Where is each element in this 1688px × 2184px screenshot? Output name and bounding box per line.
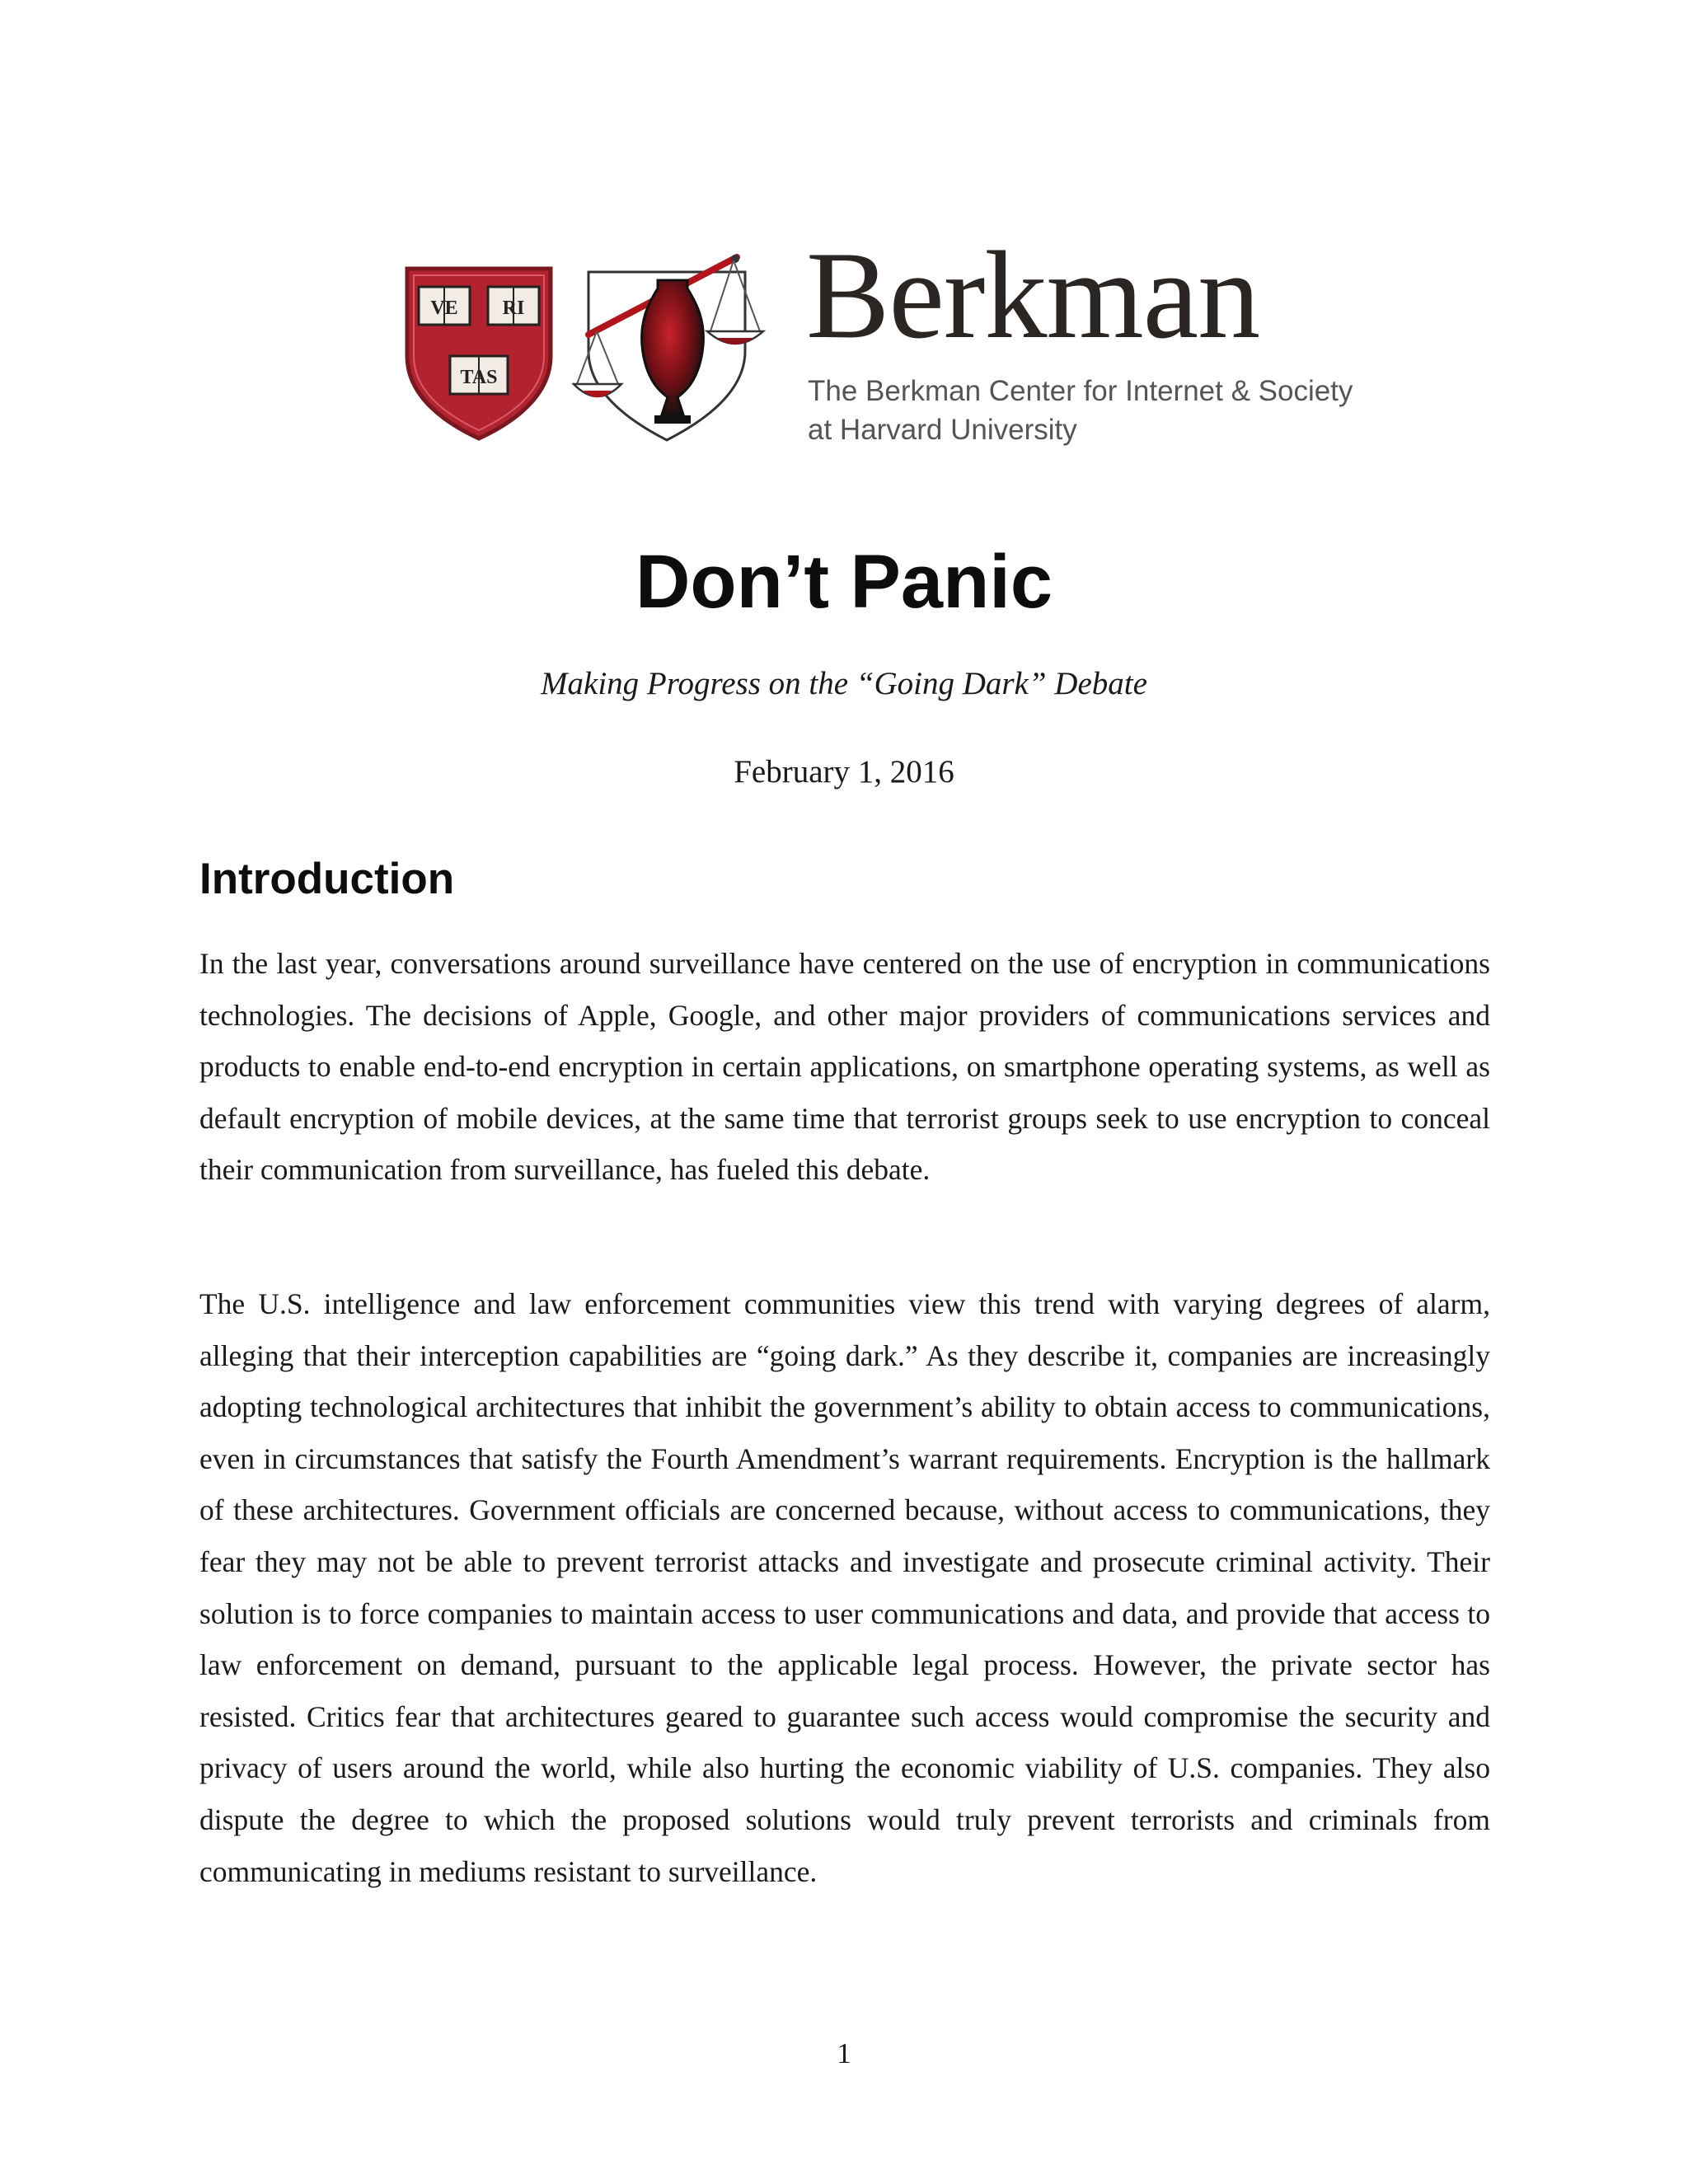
motto-ve: VE [430, 298, 458, 319]
body-paragraph: The U.S. intelligence and law enforcement communities view this trend with varying degrees of alarm, alleging that their interception capabilities are “going dark.” As they describe it, companies are increasingly adopting technological architectures that inhibit the government’s ability to obtain access to communications, even in circumstances that satisfy the Fourth Amendment’s warrant requirements. Encryption is the hallmark of these architectures. Government officials are concerned because, without access to communications, they fear they may not be able to prevent terrorist attacks and investigate and prosecute criminal activity. Their solution is to force companies to maintain access to user communications and data, and provide that access to law enforcement on demand, pursuant to the applicable legal process. However, the private sector has resisted. Critics fear that architectures geared to guarantee such access would compromise the security and privacy of users around the world, while also hurting the economic viability of U.S. companies. They also dispute the degree to which the proposed solutions would truly prevent terrorists and criminals from communicating in mediums resistant to surveillance. [199, 1287, 1490, 1888]
header-logos [404, 226, 1360, 453]
wordmark-university: at Harvard University [808, 414, 1077, 446]
document-title: Don’t Panic [635, 540, 1053, 624]
motto-ri: RI [502, 298, 525, 319]
harvard-book-right [488, 287, 539, 325]
motto-tas: TAS [460, 367, 498, 388]
wordmark-name: Berkman [806, 226, 1260, 364]
document-subtitle: Making Progress on the “Going Dark” Debate [541, 666, 1147, 701]
harvard-book-bottom [450, 356, 508, 394]
berkman-shield-logo [572, 252, 770, 445]
harvard-shield-logo [404, 265, 554, 442]
document-date: February 1, 2016 [734, 754, 954, 790]
section-heading-introduction: Introduction [199, 855, 455, 903]
berkman-wordmark [806, 226, 1367, 453]
harvard-book-left [419, 287, 470, 325]
body-paragraph: In the last year, conversations around surveillance have centered on the use of encryption in communications technologies. The decisions of Apple, Google, and other major providers of communications services and products to enable end-to-end encryption in certain applications, on smartphone operating systems, as well as default encryption of mobile devices, at the same time that terrorist groups seek to use encryption to conceal their communication from surveillance, has fueled this debate. [199, 947, 1490, 1187]
wordmark-center-name: The Berkman Center for Internet & Society [808, 375, 1353, 407]
page-number: 1 [837, 2037, 851, 2069]
